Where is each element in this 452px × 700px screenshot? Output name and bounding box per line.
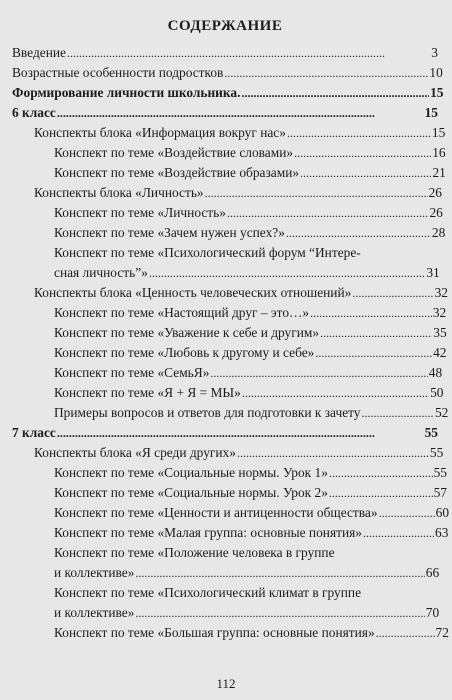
toc-entry-page: 48 [428,365,443,380]
leader-dots [362,403,434,423]
toc-entry-page: 66 [425,565,440,580]
toc-entry-page: 10 [429,65,443,80]
leader-dots [224,63,428,83]
toc-entry-page: 21 [432,165,446,180]
toc-entry-text: Конспект по теме «Психологический форум “Интере- [54,245,361,260]
leader-dots [294,143,431,163]
toc-entry [12,323,447,343]
leader-dots [67,43,430,63]
toc-entry-page: 55 [424,425,438,440]
toc-section-heading [12,423,438,443]
toc-entry [12,163,446,183]
toc-entry-text: 6 класс [12,105,56,120]
toc-entry [12,83,444,103]
toc-entry-page: 15 [430,85,444,100]
toc-entry-page: 31 [426,265,440,280]
leader-dots [242,383,429,403]
toc-entry-text: Конспект по теме «Любовь к другому и себе» [54,345,315,360]
toc-section-heading [12,103,438,123]
toc-entry-page: 15 [431,125,446,140]
leader-dots [241,83,429,103]
toc-entry-page: 35 [433,325,447,340]
leader-dots [315,343,432,363]
leader-dots [205,183,428,203]
leader-dots [363,523,434,543]
toc-entry-page: 50 [430,385,444,400]
toc-entry-text: Конспект по теме «СемьЯ» [54,365,210,380]
toc-entry-text: Возрастные особенности подростков [12,65,224,80]
toc-entry-page: 28 [431,225,446,240]
toc-entry-page: 15 [424,105,438,120]
toc-entry-text: Конспект по теме «Уважение к себе и другим» [54,325,320,340]
toc-entry [12,443,444,463]
toc-entry [12,503,450,523]
toc-entry [12,363,443,383]
toc-entry [12,623,449,643]
toc-entry [12,123,446,143]
toc-entry [12,203,443,223]
leader-dots [320,323,432,343]
toc-entry [12,143,446,163]
toc-entry [12,483,447,503]
toc-entry [12,183,442,203]
toc-entry-text: Введение [12,45,66,60]
toc-entry-page: 55 [433,465,447,480]
toc-entry-text: Конспект по теме «Я + Я = МЫ» [54,385,241,400]
leader-dots [227,203,429,223]
toc-entry [12,403,449,423]
leader-dots [135,603,424,623]
toc-entry-text: Конспекты блока «Я среди других» [34,445,236,460]
toc-entry-text: Конспект по теме «Малая группа: основные понятия» [54,525,362,540]
toc-entry-page: 52 [434,405,449,420]
toc-entry [12,283,448,303]
toc-entry-text-cont: и коллективе» [54,605,135,620]
toc-entry-text: Конспекты блока «Ценность человеческих отношений» [34,285,352,300]
toc-entry-page: 32 [432,305,447,320]
toc-entry-text-cont: и коллективе» [54,565,135,580]
leader-dots [57,423,424,443]
leader-dots [329,483,433,503]
toc-entry [12,243,438,283]
leader-dots [310,303,432,323]
toc-entry-text-cont: сная личность”» [54,265,148,280]
toc-entry-text: Конспект по теме «Ценности и антиценности общества» [54,505,378,520]
toc-entry-text: Конспект по теме «Воздействие словами» [54,145,294,160]
toc-entry-text: Конспекты блока «Личность» [34,185,204,200]
toc-entry [12,383,444,403]
leader-dots [135,563,424,583]
leader-dots [210,363,427,383]
toc-entry [12,463,447,483]
toc-entry [12,223,446,243]
toc-entry [12,63,443,83]
toc-entry [12,343,447,363]
toc-entry [12,303,447,323]
toc-entry-text: Конспект по теме «Воздействие образами» [54,165,300,180]
toc-entry-page: 26 [429,205,443,220]
toc-entry-text: Конспект по теме «Личность» [54,205,226,220]
toc-list [12,43,450,643]
toc-entry-text: Конспект по теме «Социальные нормы. Урок 2» [54,485,328,500]
toc-entry-text: Примеры вопросов и ответов для подготовки к зачету [54,405,361,420]
leader-dots [57,103,424,123]
leader-dots [300,163,431,183]
toc-entry-text: Конспекты блока «Информация вокруг нас» [34,125,286,140]
toc-entry-page: 42 [433,345,447,360]
toc-entry-text: Формирование личности школьника. [12,85,241,100]
toc-entry-page: 70 [425,605,440,620]
toc-entry-page: 26 [428,185,442,200]
leader-dots [149,263,425,283]
leader-dots [379,503,435,523]
toc-entry [12,543,438,583]
toc-entry-page: 55 [429,445,444,460]
toc-entry-page: 72 [435,625,449,640]
toc-entry [12,583,438,623]
toc-entry-page: 16 [432,145,446,160]
page-number: 112 [216,676,236,691]
toc-entry-text: 7 класс [12,425,56,440]
toc-entry-text: Конспект по теме «Настоящий друг – это…» [54,305,310,320]
leader-dots [329,463,433,483]
toc-entry-page: 63 [435,525,449,540]
toc-entry-text: Конспект по теме «Положение человека в группе [54,545,335,560]
toc-entry-page: 57 [433,485,447,500]
toc-title: СОДЕРЖАНИЕ [167,18,283,34]
toc-entry-page: 3 [431,45,438,60]
leader-dots [352,283,433,303]
toc-entry-text: Конспект по теме «Большая группа: основные понятия» [54,625,375,640]
toc-entry-page: 60 [435,505,450,520]
toc-entry-page: 32 [434,285,448,300]
toc-entry-text: Конспект по теме «Зачем нужен успех?» [54,225,285,240]
leader-dots [286,223,431,243]
leader-dots [287,123,431,143]
toc-entry [12,43,438,63]
toc-entry-text: Конспект по теме «Социальные нормы. Урок 1» [54,465,328,480]
toc-entry-text: Конспект по теме «Психологический климат в группе [54,585,362,600]
leader-dots [376,623,435,643]
toc-entry [12,523,449,543]
leader-dots [237,443,429,463]
